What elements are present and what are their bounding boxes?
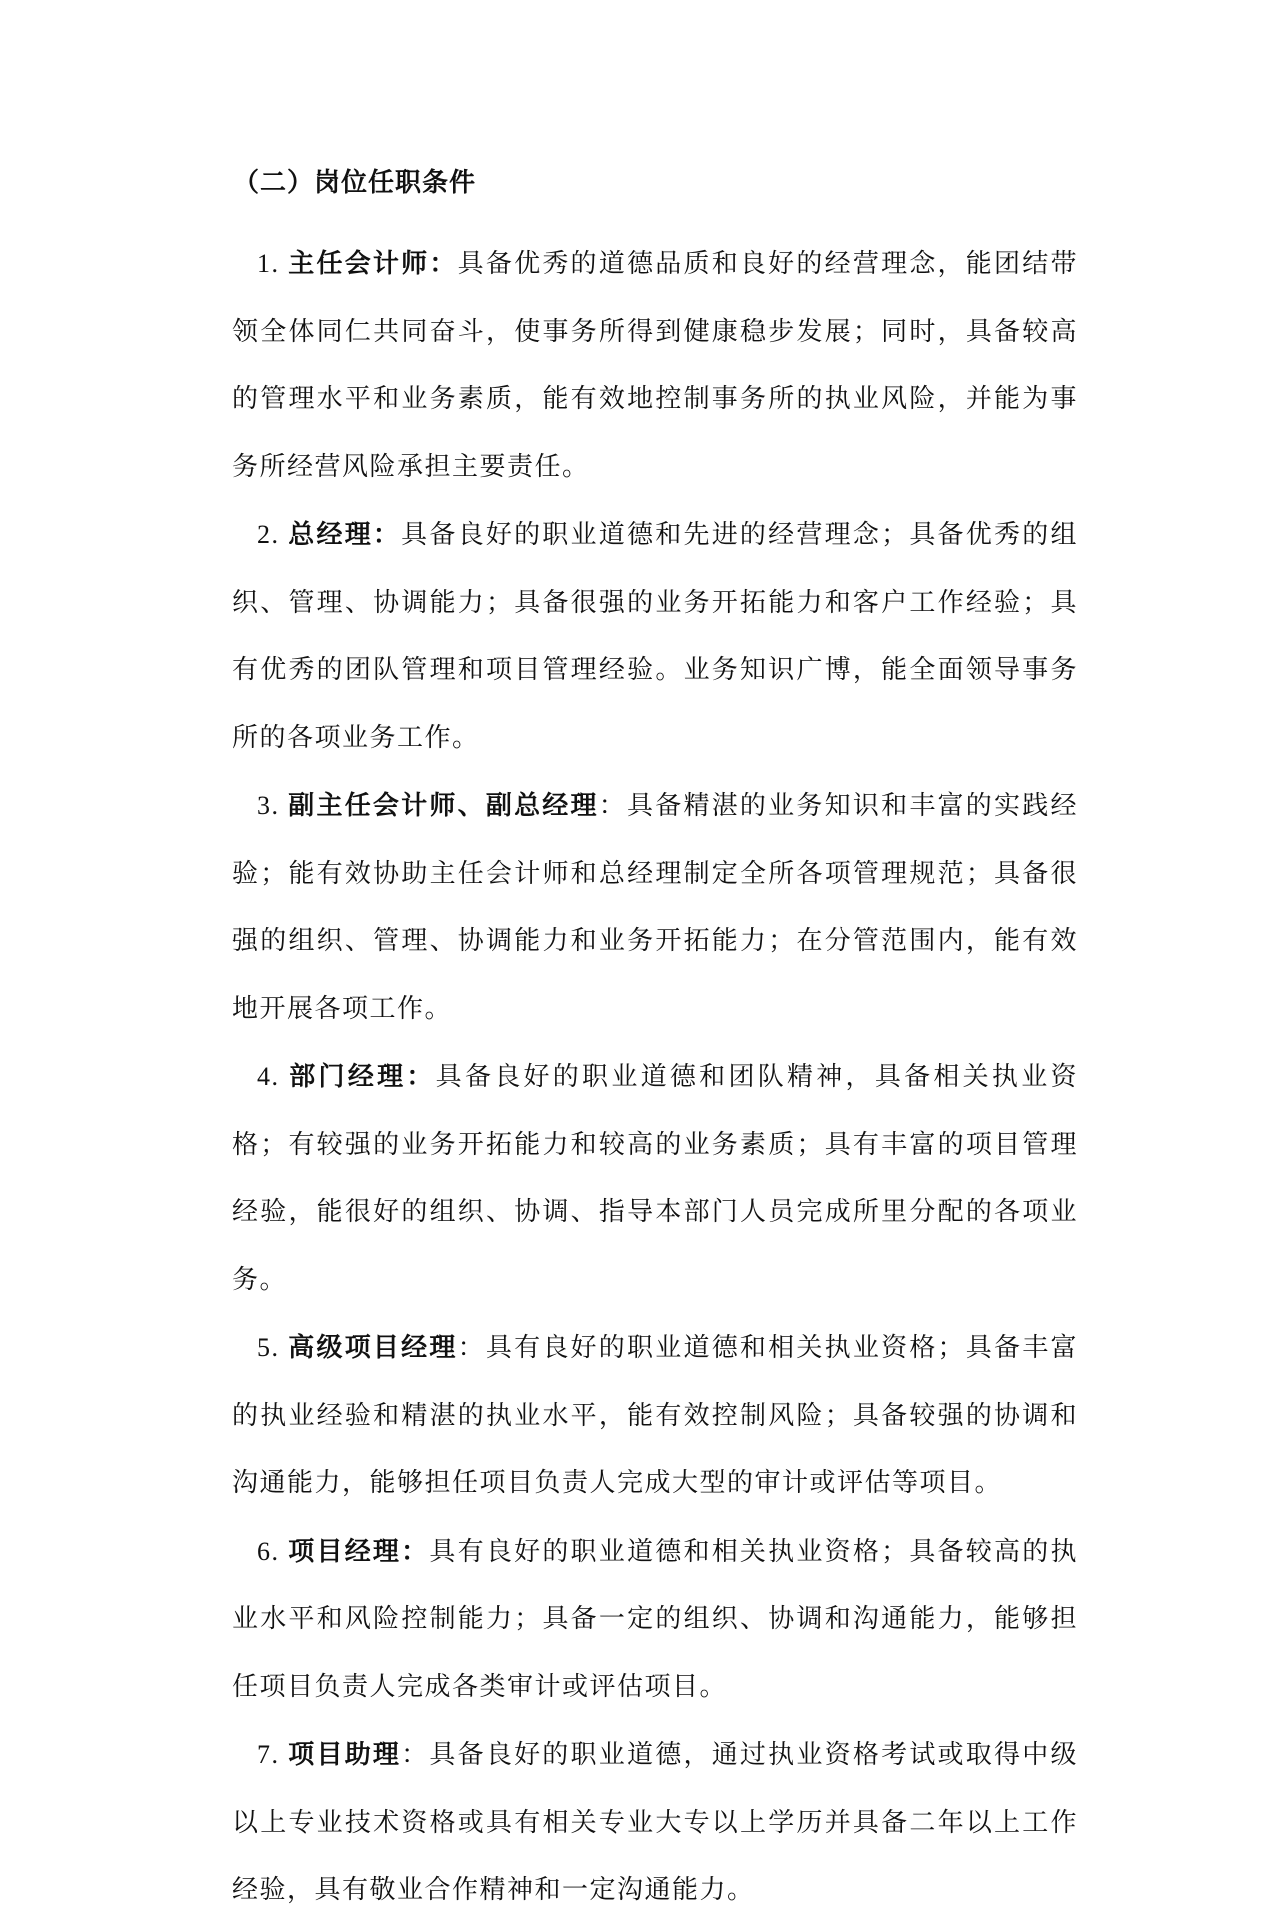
list-item [232, 501, 1078, 772]
item-text: ：具备良好的职业道德，通过执业资格考试或取得中级以上专业技术资格或具有相关专业大专以上学历并具备二年以上工作经验，具有敬业合作精神和一定沟通能力。 [232, 1740, 1078, 1905]
item-number: 1. [257, 249, 280, 278]
list-item [232, 1721, 1078, 1925]
list-item [232, 1043, 1078, 1314]
item-number: 2. [257, 520, 280, 549]
item-number: 5. [257, 1333, 280, 1362]
item-text: 具备良好的职业道德和团队精神，具备相关执业资格；有较强的业务开拓能力和较高的业务素质；具有丰富的项目管理经验，能很好的组织、协调、指导本部门人员完成所里分配的各项业务。 [232, 1062, 1078, 1295]
list-item [232, 1518, 1078, 1722]
item-text: 具备优秀的道德品质和良好的经营理念，能团结带领全体同仁共同奋斗，使事务所得到健康稳步发展；同时，具备较高的管理水平和业务素质，能有效地控制事务所的执业风险，并能为事务所经营风险承担主要责任。 [232, 249, 1078, 482]
item-number: 7. [257, 1740, 280, 1769]
item-text: 具有良好的职业道德和相关执业资格；具备较高的执业水平和风险控制能力；具备一定的组织、协调和沟通能力，能够担任项目负责人完成各类审计或评估项目。 [232, 1536, 1078, 1702]
item-text: 具备良好的职业道德和先进的经营理念；具备优秀的组织、管理、协调能力；具备很强的业务开拓能力和客户工作经验；具有优秀的团队管理和项目管理经验。业务知识广博，能全面领导事务所的各项业务工作。 [232, 520, 1078, 753]
item-role: 项目助理 [287, 1740, 402, 1770]
section-title: （二）岗位任职条件 [233, 168, 477, 198]
list-item [232, 230, 1078, 501]
item-role: 高级项目经理 [287, 1333, 458, 1363]
item-role: 部门经理： [287, 1062, 436, 1092]
qualification-list [232, 230, 1078, 1925]
item-text: ：具备精湛的业务知识和丰富的实践经验；能有效协助主任会计师和总经理制定全所各项管理规范；具备很强的组织、管理、协调能力和业务开拓能力；在分管范围内，能有效地开展各项工作。 [232, 791, 1078, 1024]
item-number: 3. [257, 791, 280, 820]
item-text: ：具有良好的职业道德和相关执业资格；具备丰富的执业经验和精湛的执业水平，能有效控制风险；具备较强的协调和沟通能力，能够担任项目负责人完成大型的审计或评估等项目。 [232, 1333, 1078, 1498]
item-role: 主任会计师： [287, 249, 458, 279]
item-role: 副主任会计师、副总经理 [287, 791, 599, 821]
item-role: 项目经理： [287, 1536, 430, 1567]
list-item [232, 772, 1078, 1043]
list-item [232, 1314, 1078, 1518]
item-number: 6. [257, 1536, 280, 1566]
item-number: 4. [257, 1062, 280, 1091]
item-role: 总经理： [287, 520, 402, 550]
